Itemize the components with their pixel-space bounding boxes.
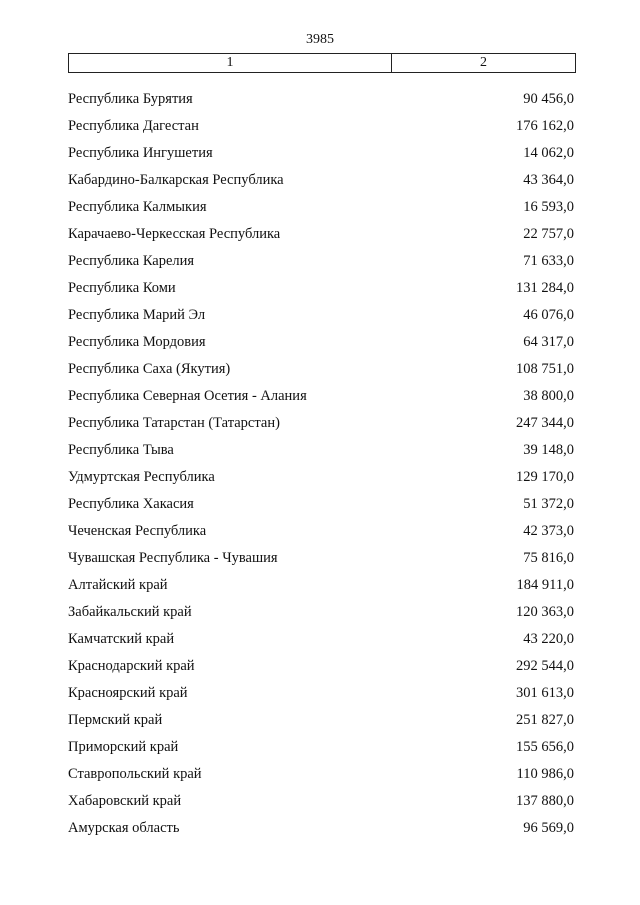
- region-name: Республика Хакасия: [68, 496, 194, 512]
- region-value: 301 613,0: [516, 685, 574, 701]
- region-name: Забайкальский край: [68, 604, 192, 620]
- region-name: Республика Татарстан (Татарстан): [68, 415, 280, 431]
- region-value: 43 220,0: [523, 631, 574, 647]
- region-name: Амурская область: [68, 820, 180, 836]
- region-value: 22 757,0: [523, 226, 574, 242]
- region-value: 46 076,0: [523, 307, 574, 323]
- region-name: Карачаево-Черкесская Республика: [68, 226, 281, 242]
- table-row: [68, 194, 574, 221]
- region-name: Кабардино-Балкарская Республика: [68, 172, 284, 188]
- region-value: 75 816,0: [523, 550, 574, 566]
- region-value: 42 373,0: [523, 523, 574, 539]
- table-row: [68, 518, 574, 545]
- table-row: [68, 545, 574, 572]
- region-value: 155 656,0: [516, 739, 574, 755]
- region-value: 129 170,0: [516, 469, 574, 485]
- table-row: [68, 680, 574, 707]
- table-row: [68, 761, 574, 788]
- table-row: [68, 626, 574, 653]
- region-name: Республика Бурятия: [68, 91, 193, 107]
- column-header-2: 2: [480, 55, 487, 70]
- region-name: Удмуртская Республика: [68, 469, 215, 485]
- region-name: Республика Калмыкия: [68, 199, 207, 215]
- table-row: [68, 221, 574, 248]
- region-name: Республика Марий Эл: [68, 307, 206, 323]
- column-header-1: 1: [69, 54, 392, 72]
- region-name: Красноярский край: [68, 685, 188, 701]
- region-name: Алтайский край: [68, 577, 168, 593]
- region-name: Республика Ингушетия: [68, 145, 213, 161]
- region-value: 137 880,0: [516, 793, 574, 809]
- column-header-row: [68, 53, 576, 73]
- table-row: [68, 734, 574, 761]
- region-value: 251 827,0: [516, 712, 574, 728]
- region-value: 64 317,0: [523, 334, 574, 350]
- region-name: Краснодарский край: [68, 658, 195, 674]
- region-value: 131 284,0: [516, 280, 574, 296]
- table-row: [68, 275, 574, 302]
- region-value: 43 364,0: [523, 172, 574, 188]
- region-name: Республика Саха (Якутия): [68, 361, 231, 377]
- table-row: [68, 167, 574, 194]
- table-row: [68, 707, 574, 734]
- region-value: 96 569,0: [523, 820, 574, 836]
- region-value: 184 911,0: [516, 577, 574, 593]
- region-value: 108 751,0: [516, 361, 574, 377]
- table-row: [68, 383, 574, 410]
- table-row: [68, 491, 574, 518]
- region-value: 38 800,0: [523, 388, 574, 404]
- region-value: 39 148,0: [523, 442, 574, 458]
- region-name: Республика Коми: [68, 280, 176, 296]
- region-name: Хабаровский край: [68, 793, 182, 809]
- region-value: 292 544,0: [516, 658, 574, 674]
- table-row: [68, 599, 574, 626]
- table-row: [68, 653, 574, 680]
- region-value: 16 593,0: [523, 199, 574, 215]
- region-name: Республика Мордовия: [68, 334, 206, 350]
- table-row: [68, 815, 574, 842]
- region-value: 51 372,0: [523, 496, 574, 512]
- region-name: Республика Тыва: [68, 442, 174, 458]
- table-row: [68, 302, 574, 329]
- table-row: [68, 788, 574, 815]
- table-row: [68, 248, 574, 275]
- region-name: Республика Карелия: [68, 253, 195, 269]
- page-number: 3985: [306, 32, 334, 47]
- region-value: 176 162,0: [516, 118, 574, 134]
- table-row: [68, 86, 574, 113]
- table-row: [68, 410, 574, 437]
- region-table: [68, 86, 574, 842]
- table-row: [68, 329, 574, 356]
- region-value: 90 456,0: [523, 91, 574, 107]
- table-row: [68, 356, 574, 383]
- table-row: [68, 464, 574, 491]
- table-row: [68, 140, 574, 167]
- region-value: 71 633,0: [523, 253, 574, 269]
- region-value: 110 986,0: [516, 766, 574, 782]
- region-name: Ставропольский край: [68, 766, 202, 782]
- region-value: 14 062,0: [523, 145, 574, 161]
- table-row: [68, 572, 574, 599]
- table-row: [68, 113, 574, 140]
- region-name: Приморский край: [68, 739, 179, 755]
- region-value: 247 344,0: [516, 415, 574, 431]
- region-value: 120 363,0: [516, 604, 574, 620]
- region-name: Республика Северная Осетия - Алания: [68, 388, 307, 404]
- region-name: Чувашская Республика - Чувашия: [68, 550, 278, 566]
- table-row: [68, 437, 574, 464]
- region-name: Чеченская Республика: [68, 523, 207, 539]
- region-name: Республика Дагестан: [68, 118, 199, 134]
- region-name: Камчатский край: [68, 631, 175, 647]
- region-name: Пермский край: [68, 712, 163, 728]
